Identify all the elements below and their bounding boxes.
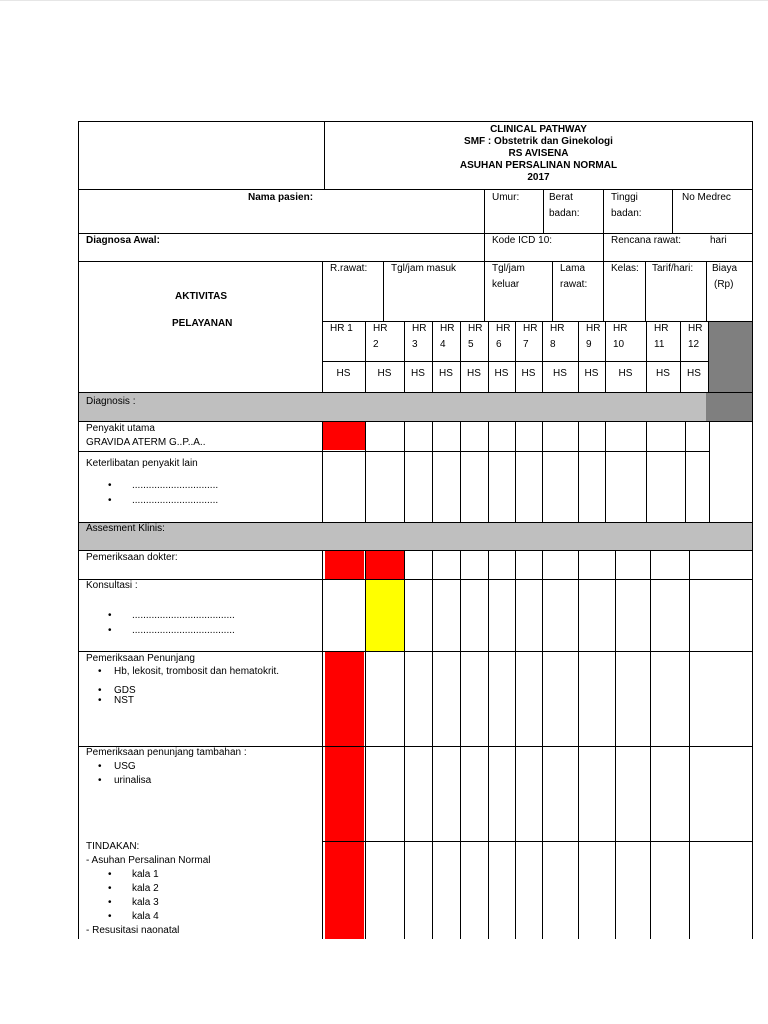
day-col-line-header-3 bbox=[460, 321, 461, 392]
admission-datetime-label: Tgl/jam masuk bbox=[391, 263, 457, 274]
day-col-line-diag-1 bbox=[404, 421, 405, 522]
assessment-section-label: Assesment Klinis: bbox=[86, 523, 165, 534]
additional-exam-item-2 bbox=[98, 774, 151, 788]
day-header-11: HR bbox=[654, 323, 669, 334]
additional-exam-label: Pemeriksaan penunjang tambahan : bbox=[86, 747, 247, 758]
age-label: Umur: bbox=[492, 192, 520, 203]
header-title-block bbox=[325, 124, 752, 184]
day-col-line-header-11 bbox=[708, 321, 709, 392]
day-number-2: 2 bbox=[373, 339, 379, 350]
header-line-2: SMF : Obstetrik dan Ginekologi bbox=[464, 136, 613, 147]
day-col-line-header-8 bbox=[605, 321, 606, 392]
day-header-4: HR bbox=[440, 323, 455, 334]
day-col-line-diag-7 bbox=[578, 421, 579, 522]
activity-header: AKTIVITAS bbox=[175, 291, 228, 302]
day-col-line-diag-0 bbox=[365, 421, 366, 522]
additional-exam-mark-hr1 bbox=[325, 747, 364, 841]
class-label: Kelas: bbox=[611, 263, 639, 274]
day-col-line-assess-9 bbox=[650, 550, 651, 939]
day-col-line-diag-10 bbox=[685, 421, 686, 522]
planned-stay-label: Rencana rawat: bbox=[611, 235, 682, 246]
day-col-line-assess-2 bbox=[432, 550, 433, 939]
supporting-exam-mark-hr1 bbox=[325, 652, 364, 746]
day-number-12: 12 bbox=[688, 339, 700, 350]
day-col-line-diag-4 bbox=[488, 421, 489, 522]
primary-disease-label: Penyakit utama bbox=[86, 423, 155, 434]
diagnosis-section-label: Diagnosis : bbox=[86, 396, 136, 407]
stage-4-text: kala 4 bbox=[132, 911, 159, 922]
day-number-11: 11 bbox=[654, 339, 665, 350]
day-col-line-header-1 bbox=[404, 321, 405, 392]
day-col-line-header-7 bbox=[578, 321, 579, 392]
day-col-line-header-10 bbox=[680, 321, 681, 392]
doctor-exam-mark-hr2 bbox=[365, 551, 405, 579]
consultation-item-1 bbox=[108, 609, 235, 623]
day-header-3: HR bbox=[412, 323, 427, 334]
comorbidity-dots-1: ............................... bbox=[132, 480, 219, 491]
diagnosis-section-shade bbox=[706, 393, 752, 421]
header-line-4: ASUHAN PERSALINAN NORMAL bbox=[459, 160, 618, 171]
day-header-8: HR bbox=[550, 323, 565, 334]
cost-label-2: (Rp) bbox=[714, 279, 734, 290]
day-number-8: 8 bbox=[550, 339, 556, 350]
day-col-line-diag-11 bbox=[709, 421, 710, 522]
stage-2 bbox=[108, 882, 159, 896]
consultation-dots-1: ..................................... bbox=[132, 610, 235, 621]
service-header: PELAYANAN bbox=[172, 318, 233, 329]
day-col-line-assess-10 bbox=[689, 550, 690, 939]
day-col-line-assess-5 bbox=[515, 550, 516, 939]
day-col-line-assess-1 bbox=[404, 550, 405, 939]
hs-label-9: HS bbox=[584, 368, 599, 379]
weight-label-2: badan: bbox=[549, 208, 580, 219]
day-header-12: HR bbox=[688, 323, 703, 334]
supporting-exam-label: Pemeriksaan Penunjang bbox=[86, 653, 195, 664]
diagnosis-section-bar bbox=[79, 393, 706, 421]
room-label: R.rawat: bbox=[330, 263, 368, 274]
day-number-6: 6 bbox=[496, 339, 502, 350]
day-header-10: HR bbox=[613, 323, 628, 334]
medrec-label: No Medrec bbox=[682, 192, 731, 203]
hs-label-2: HS bbox=[377, 368, 392, 379]
procedures-mark-hr1 bbox=[325, 842, 364, 939]
patient-name-label: Nama pasien: bbox=[248, 192, 314, 203]
day-col-line-diag-2 bbox=[432, 421, 433, 522]
supporting-exam-item-1 bbox=[98, 665, 279, 679]
height-label-2: badan: bbox=[611, 208, 642, 219]
days-unit-label: hari bbox=[710, 235, 727, 246]
day-col-line-header-0 bbox=[365, 321, 366, 392]
additional-exam-item-2-text: urinalisa bbox=[114, 775, 152, 786]
consultation-item-2 bbox=[108, 624, 235, 638]
cost-label: Biaya bbox=[712, 263, 738, 274]
comorbidity-dots-2: ............................... bbox=[132, 495, 219, 506]
day-header-shade bbox=[708, 322, 752, 392]
day-col-line-assess-7 bbox=[578, 550, 579, 939]
hs-label-3: HS bbox=[411, 368, 425, 379]
assessment-section-bar bbox=[79, 523, 752, 550]
day-col-line-diag-3 bbox=[460, 421, 461, 522]
day-number-3: 3 bbox=[412, 339, 418, 350]
day-header-2: HR bbox=[373, 323, 388, 334]
neonatal-resuscitation-label: - Resusitasi naonatal bbox=[86, 925, 180, 936]
hs-label-10: HS bbox=[618, 368, 633, 379]
day-col-line-header-6 bbox=[542, 321, 543, 392]
day-number-5: 5 bbox=[468, 339, 474, 350]
stage-1 bbox=[108, 868, 159, 882]
comorbidity-label: Keterlibatan penyakit lain bbox=[86, 458, 198, 469]
supporting-exam-item-3 bbox=[98, 694, 134, 708]
hs-label-5: HS bbox=[467, 368, 481, 379]
day-number-10: 10 bbox=[613, 339, 625, 350]
day-col-line-diag-9 bbox=[646, 421, 647, 522]
day-number-7: 7 bbox=[523, 339, 529, 350]
day-col-line-diag-8 bbox=[605, 421, 606, 522]
comorbidity-item-2 bbox=[108, 494, 218, 508]
supporting-exam-item-3-text: NST bbox=[114, 695, 134, 706]
day-col-line-header-2 bbox=[432, 321, 433, 392]
doctor-exam-mark-hr1 bbox=[325, 551, 364, 579]
header-line-3: RS AVISENA bbox=[508, 148, 569, 159]
day-number-4: 4 bbox=[440, 339, 446, 350]
supporting-exam-item-1-text: Hb, lekosit, trombosit dan hematokrit. bbox=[114, 666, 280, 677]
height-label: Tinggi bbox=[611, 192, 638, 203]
stage-4 bbox=[108, 910, 159, 924]
hs-label-12: HS bbox=[687, 368, 701, 379]
day-header-9: HR bbox=[586, 323, 601, 334]
hs-label-1: HS bbox=[336, 368, 351, 379]
header-line-1: CLINICAL PATHWAY bbox=[490, 124, 587, 135]
header-line-5: 2017 bbox=[527, 172, 550, 183]
consultation-dots-2: ..................................... bbox=[132, 625, 235, 636]
normal-delivery-label: - Asuhan Persalinan Normal bbox=[86, 855, 211, 866]
day-col-line-assess-4 bbox=[488, 550, 489, 939]
hs-label-6: HS bbox=[494, 368, 509, 379]
consultation-mark-hr2 bbox=[365, 580, 405, 651]
additional-exam-item-1 bbox=[98, 760, 136, 774]
day-header-6: HR bbox=[496, 323, 511, 334]
procedures-label: TINDAKAN: bbox=[86, 841, 140, 852]
stage-3 bbox=[108, 896, 159, 910]
consultation-label: Konsultasi : bbox=[86, 580, 138, 591]
stage-3-text: kala 3 bbox=[132, 897, 159, 908]
doctor-exam-label: Pemeriksaan dokter: bbox=[86, 552, 178, 563]
day-col-line-header-5 bbox=[515, 321, 516, 392]
day-col-line-assess-0 bbox=[365, 550, 366, 939]
day-header-5: HR bbox=[468, 323, 483, 334]
stage-2-text: kala 2 bbox=[132, 883, 159, 894]
hs-label-8: HS bbox=[553, 368, 567, 379]
weight-label: Berat bbox=[549, 192, 573, 203]
discharge-datetime-label: Tgl/jam bbox=[492, 263, 525, 274]
length-of-stay-label-2: rawat: bbox=[560, 279, 588, 290]
rate-per-day-label: Tarif/hari: bbox=[652, 263, 694, 274]
day-col-line-diag-6 bbox=[542, 421, 543, 522]
day-col-line-assess-3 bbox=[460, 550, 461, 939]
day-col-line-assess-6 bbox=[542, 550, 543, 939]
gravida-label: GRAVIDA ATERM G..P..A.. bbox=[86, 437, 206, 448]
day-header-1: HR 1 bbox=[330, 323, 353, 334]
length-of-stay-label: Lama bbox=[560, 263, 586, 274]
hs-label-7: HS bbox=[521, 368, 536, 379]
additional-exam-item-1-text: USG bbox=[114, 761, 136, 772]
discharge-datetime-label-2: keluar bbox=[492, 279, 520, 290]
day-number-9: 9 bbox=[586, 339, 592, 350]
day-col-line-assess-8 bbox=[615, 550, 616, 939]
day-col-line-header-4 bbox=[488, 321, 489, 392]
day-header-7: HR bbox=[523, 323, 538, 334]
primary-disease-mark-hr1 bbox=[323, 422, 365, 450]
icd-code-label: Kode ICD 10: bbox=[492, 235, 553, 246]
day-col-line-header-9 bbox=[646, 321, 647, 392]
supporting-exam-item-2-text: GDS bbox=[114, 685, 136, 696]
stage-1-text: kala 1 bbox=[132, 869, 159, 880]
day-col-line-diag-5 bbox=[515, 421, 516, 522]
comorbidity-item-1 bbox=[108, 479, 218, 493]
initial-diagnosis-label: Diagnosa Awal: bbox=[86, 235, 160, 246]
hs-label-11: HS bbox=[656, 368, 670, 379]
hs-label-4: HS bbox=[439, 368, 453, 379]
